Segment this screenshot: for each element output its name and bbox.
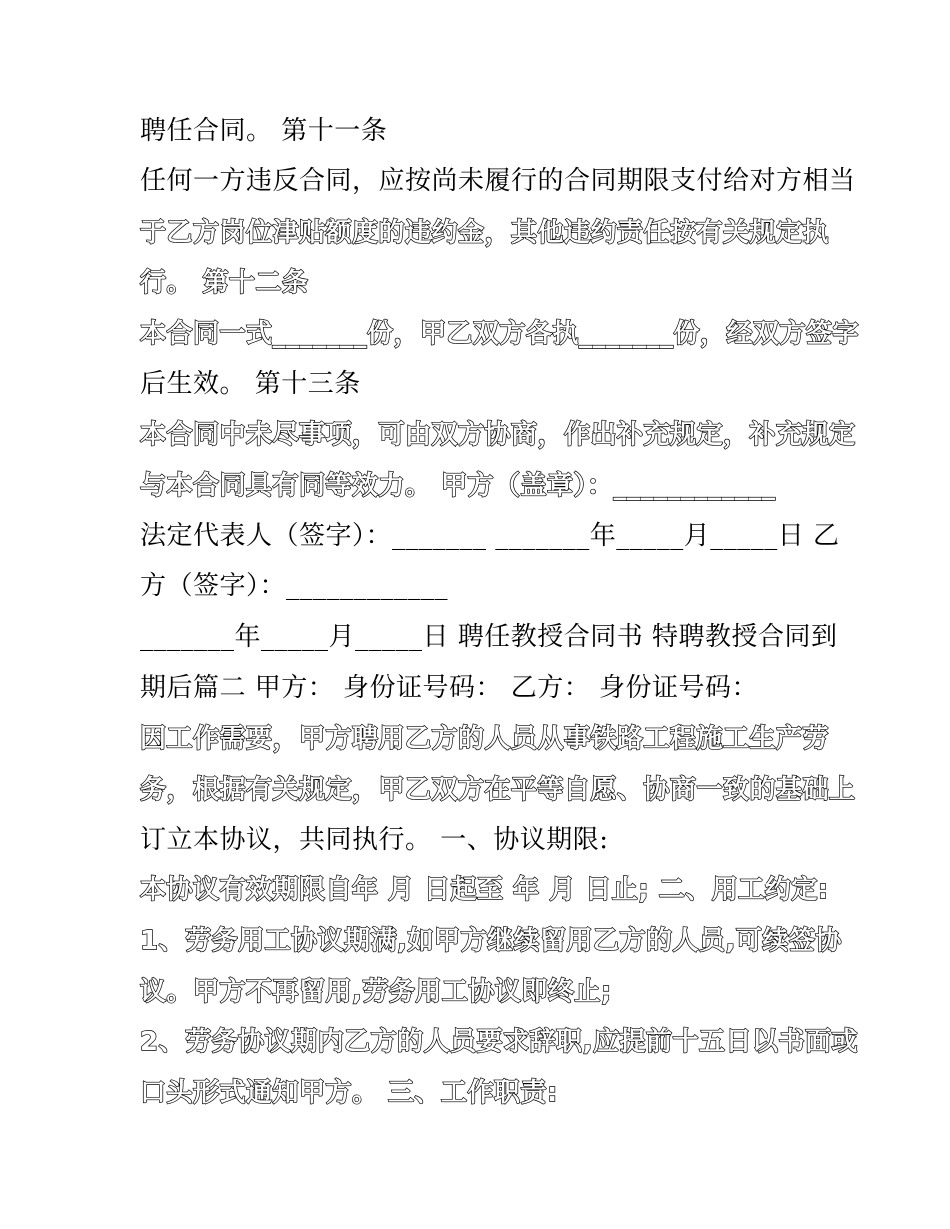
text-line-13: 因工作需要，甲方聘用乙方的人员从事铁路工程施工生产劳: [140, 724, 830, 754]
text-line-5: 本合同一式_______份，甲乙双方各执_______份，经双方签字: [140, 319, 860, 349]
text-line-7: 本合同中未尽事项，可由双方协商，作出补充规定，补充规定: [140, 420, 856, 450]
text-line-16: 本协议有效期限自年 月 日起至 年 月 日止; 二、用工约定:: [140, 875, 829, 905]
text-line-6: 后生效。 第十三条: [140, 369, 361, 399]
text-line-11: _______年_____月_____日 聘任教授合同书 特聘教授合同到: [140, 622, 838, 652]
text-line-15: 订立本协议，共同执行。 一、协议期限:: [140, 825, 609, 855]
text-line-14: 务，根据有关规定，甲乙双方在平等自愿、协商一致的基础上: [140, 775, 856, 805]
text-line-4: 行。 第十二条: [140, 268, 309, 298]
text-line-20: 口头形式通知甲方。 三、工作职责:: [140, 1078, 558, 1108]
text-line-2: 任何一方违反合同，应按尚未履行的合同期限支付给对方相当: [140, 166, 856, 196]
text-line-18: 议。甲方不再留用,劳务用工协议即终止;: [140, 977, 612, 1007]
text-line-10: 方（签字）：____________: [140, 571, 449, 601]
text-line-12: 期后篇二 甲方： 身份证号码： 乙方： 身份证号码：: [140, 673, 759, 703]
text-line-1: 聘任合同。 第十一条: [140, 116, 388, 146]
text-line-17: 1、劳务用工协议期满,如甲方继续留用乙方的人员,可续签协: [140, 926, 842, 956]
text-line-9: 法定代表人（签字）：_______ _______年_____月_____日 乙: [140, 521, 840, 551]
text-line-19: 2、劳务协议期内乙方的人员要求辞职,应提前十五日以书面或: [140, 1027, 858, 1057]
text-line-8: 与本合同具有同等效力。 甲方（盖章）：____________: [140, 471, 776, 501]
text-line-3: 于乙方岗位津贴额度的违约金，其他违约责任按有关规定执: [140, 218, 830, 248]
